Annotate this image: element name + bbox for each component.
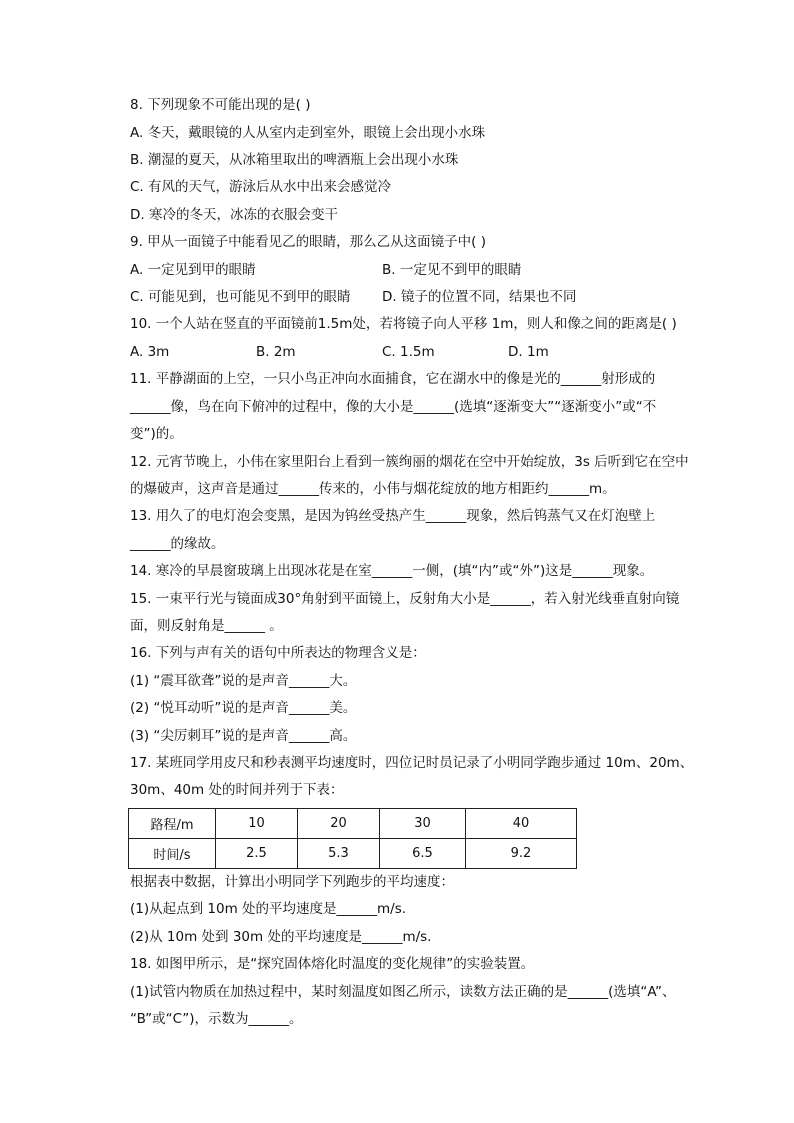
table-cell: 9.2 [466, 839, 577, 869]
q10-option-b: B. 2m [256, 344, 296, 360]
q15-line-2: 面，则反射角是______ 。 [130, 618, 283, 634]
table-row [129, 839, 577, 869]
q11-line-3: 变”)的。 [130, 426, 183, 442]
q8-option-c: C. 有风的天气，游泳后从水中出来会感觉冷 [130, 179, 392, 195]
table-cell: 10 [216, 809, 298, 839]
q17-sub-1: (1)从起点到 10m 处的平均速度是______m/s. [130, 901, 407, 917]
q17-line-1: 17. 某班同学用皮尺和秒表测平均速度时，四位记时员记录了小明同学跑步通过 10m、20m、 [130, 755, 694, 771]
q18-line-2: “B”或“C”)，示数为______。 [130, 1011, 303, 1027]
table-cell: 40 [466, 809, 577, 839]
table-cell: 6.5 [380, 839, 466, 869]
q15-line-1: 15. 一束平行光与镜面成30°角射到平面镜上，反射角大小是______，若入射光线垂直射向镜 [130, 591, 680, 607]
q10-option-d: D. 1m [508, 344, 549, 360]
q10-option-c: C. 1.5m [382, 344, 435, 360]
q16-stem: 16. 下列与声有关的语句中所表达的物理含义是： [130, 645, 426, 661]
q10-stem: 10. 一个人站在竖直的平面镜前1.5m处，若将镜子向人平移 1m，则人和像之间的距离是( ) [130, 316, 677, 332]
table-cell: 2.5 [216, 839, 298, 869]
q17-sub-2: (2)从 10m 处到 30m 处的平均速度是______m/s. [130, 929, 432, 945]
q9-option-d: D. 镜子的位置不同，结果也不同 [382, 289, 577, 305]
q13-line-1: 13. 用久了的电灯泡会变黑，是因为钨丝受热产生______现象，然后钨蒸气又在灯泡壁上 [130, 508, 656, 524]
table-row [129, 809, 577, 839]
q12-line-2: 的爆破声，这声音是通过______传来的，小伟与烟花绽放的地方相距约______m。 [130, 481, 616, 497]
q18-line-1: (1)试管内物质在加热过程中，某时刻温度如图乙所示，读数方法正确的是______(选填“A”、 [130, 984, 676, 1000]
q18-stem: 18. 如图甲所示，是“探究固体熔化时温度的变化规律”的实验装置。 [130, 956, 535, 972]
q16-item-1: (1) “震耳欲聋”说的是声音______大。 [130, 673, 357, 689]
distance-time-table [128, 808, 577, 869]
table-cell: 30 [380, 809, 466, 839]
q8-stem: 8. 下列现象不可能出现的是( ) [130, 97, 311, 113]
q17-line-2: 30m、40m 处的时间并列于下表： [130, 782, 344, 798]
q16-item-3: (3) “尖厉刺耳”说的是声音______高。 [130, 728, 357, 744]
q13-line-2: ______的缘故。 [130, 536, 225, 552]
q9-stem: 9. 甲从一面镜子中能看见乙的眼睛，那么乙从这面镜子中( ) [130, 234, 486, 250]
q9-option-a: A. 一定见到甲的眼睛 [130, 262, 256, 278]
q11-line-2: ______像，鸟在向下俯冲的过程中，像的大小是______(选填“逐渐变大”“逐渐变小”或“不 [130, 399, 657, 415]
q11-line-1: 11. 平静湖面的上空，一只小鸟正冲向水面捕食，它在湖水中的像是光的______射形成的 [130, 371, 656, 387]
q9-option-b: B. 一定见不到甲的眼睛 [382, 262, 522, 278]
q8-option-a: A. 冬天，戴眼镜的人从室内走到室外，眼镜上会出现小水珠 [130, 125, 486, 141]
q8-option-b: B. 潮湿的夏天，从冰箱里取出的啤酒瓶上会出现小水珠 [130, 152, 459, 168]
table-cell: 20 [298, 809, 380, 839]
table-cell: 路程/m [129, 809, 216, 839]
q9-option-c: C. 可能见到，也可能见不到甲的眼睛 [130, 289, 351, 305]
table-cell: 时间/s [129, 839, 216, 869]
q17-line-3: 根据表中数据，计算出小明同学下列跑步的平均速度： [130, 874, 454, 890]
table-cell: 5.3 [298, 839, 380, 869]
q10-option-a: A. 3m [130, 344, 170, 360]
q14-line: 14. 寒冷的早晨窗玻璃上出现冰花是在室______一侧，(填“内”或“外”)这是______现象。 [130, 563, 654, 579]
q8-option-d: D. 寒冷的冬天，冰冻的衣服会变干 [130, 207, 338, 223]
q12-line-1: 12. 元宵节晚上，小伟在家里阳台上看到一簇绚丽的烟花在空中开始绽放，3s 后听到它在空中 [130, 454, 689, 470]
q16-item-2: (2) “悦耳动听”说的是声音______美。 [130, 700, 357, 716]
